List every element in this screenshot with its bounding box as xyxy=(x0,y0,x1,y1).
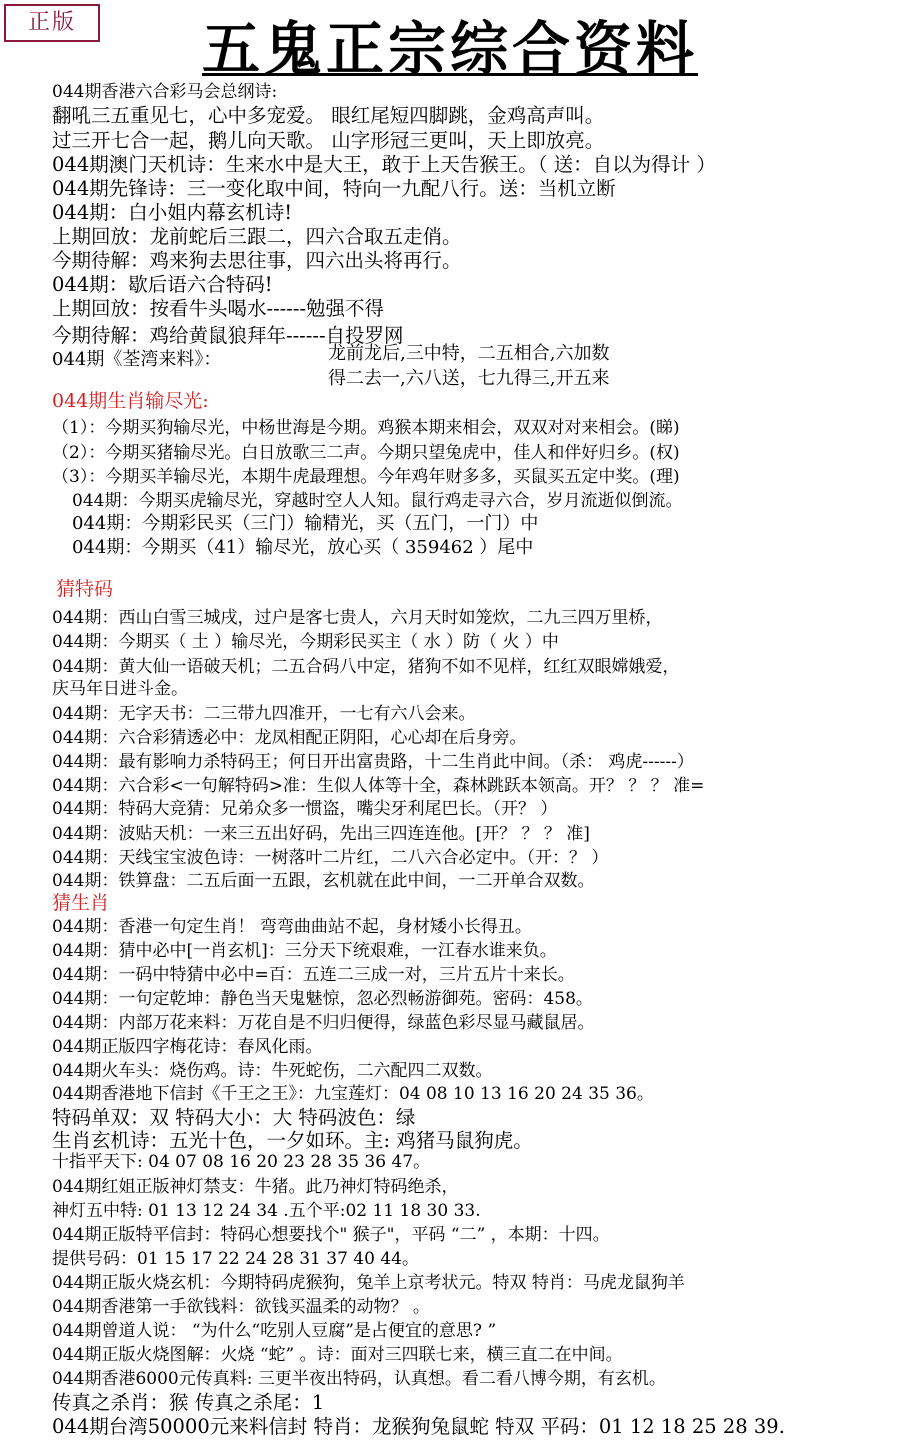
text-line: 044期：内部万花来料：万花自是不归归便得，绿蓝色彩尽显马藏鼠居。 xyxy=(52,1013,595,1033)
text-line: 044期：今期买（ 土 ）输尽光，今期彩民买主（ 水 ）防（ 火 ）中 xyxy=(52,632,559,652)
text-line: 044期：特码大竞猜：兄弟众多一惯盗，嘴尖牙利尾巴长。（开？ ） xyxy=(52,799,558,819)
text-line: 044期：天线宝宝波色诗：一树落叶二片红，二八六合必定中。（开：？ ） xyxy=(52,848,609,868)
text-line: 过三开七合一起，鹅儿向天歌。 山字形冠三更叫，天上即放亮。 xyxy=(52,129,605,152)
text-line: 上期回放：按看牛头喝水------勉强不得 xyxy=(52,297,385,320)
text-line: 044期：今期彩民买（三门）输精光，买（五门，一门）中 xyxy=(72,513,539,534)
text-line: 传真之杀肖：猴 传真之杀尾：1 xyxy=(52,1391,325,1414)
text-line: 044期正版火烧玄机：今期特码虎猴狗，兔羊上京考状元。特双 特肖：马虎龙鼠狗羊 xyxy=(52,1273,685,1293)
text-line: 044期香港6000元传真料: 三更半夜出特码，认真想。看二看八博今期，有玄机。 xyxy=(52,1369,666,1389)
text-line: 044期火车头：烧伤鸡。诗：牛死蛇伤，二六配四二双数。 xyxy=(52,1061,493,1081)
text-line: 今期待解：鸡来狗去思往事，四六出头将再行。 xyxy=(52,249,462,272)
text-line: 翻吼三五重见七，心中多宠爱。 眼红尾短四脚跳，金鸡高声叫。 xyxy=(52,104,605,127)
text-line: 044期：六合彩<一句解特码>准：生似人体等十全，森林跳跃本领高。开？ ？ ？ 准= xyxy=(52,776,705,796)
text-line: （2）：今期买猪输尽光。白日放歌三二声。今期只望兔虎中，佳人和伴好归乡。(权) xyxy=(52,443,680,463)
text-line: 龙前龙后,三中特，二五相合,六加数 xyxy=(328,343,610,364)
text-line: 十指平天下: 04 07 08 16 20 23 28 35 36 47。 xyxy=(52,1152,431,1172)
text-line: 044期：六合彩猜透必中：龙凤相配正阴阳，心心却在后身旁。 xyxy=(52,728,527,748)
text-line: 神灯五中特: 01 13 12 24 34 .五个平:02 11 18 30 33. xyxy=(52,1201,481,1221)
section-heading: 044期生肖输尽光: xyxy=(52,390,209,412)
text-line: 庆马年日进斗金。 xyxy=(52,679,188,699)
text-line: 得二去一,六八送，七九得三,开五来 xyxy=(328,368,610,389)
section-heading: 猜生肖 xyxy=(52,892,110,914)
text-line: 044期先锋诗：三一变化取中间，特向一九配八行。送：当机立断 xyxy=(52,177,616,200)
genuine-badge: 正版 xyxy=(4,4,100,42)
text-line: 特码单双：双 特码大小：大 特码波色：绿 xyxy=(52,1106,416,1129)
text-line: 044期：一码中特猜中必中=百：五连二三成一对，三片五片十来长。 xyxy=(52,965,575,985)
text-line: 生肖玄机诗：五光十色，一夕如环。主: 鸡猪马鼠狗虎。 xyxy=(52,1129,533,1152)
text-line: 044期《荃湾来料》： xyxy=(52,349,222,370)
text-line: 044期曾道人说： “为什么“吃别人豆腐”是占便宜的意思? ” xyxy=(52,1321,497,1341)
text-line: 044期：最有影响力杀特码王；何日开出富贵路，十二生肖此中间。（杀： 鸡虎------） xyxy=(52,752,694,772)
text-line: 044期：西山白雪三城戌，过户是客七贵人，六月天时如笼炊，二九三四万里桥， xyxy=(52,608,663,628)
text-line: 044期：黄大仙一语破天机；二五合码八中定，猪狗不如不见样，红红双眼嫦娥爱， xyxy=(52,657,680,677)
text-line: 044期：今期买虎输尽光，穿越时空人人知。鼠行鸡走寻六合，岁月流逝似倒流。 xyxy=(72,491,683,511)
text-line: 044期香港六合彩马会总纲诗: xyxy=(52,82,278,102)
text-line: （1）：今期买狗输尽光，中杨世海是今期。鸡猴本期来相会，双双对对来相会。(睇) xyxy=(52,418,680,438)
text-line: 044期：一句定乾坤：静色当天鬼魅惊，忽必烈畅游御苑。密码：458。 xyxy=(52,989,593,1009)
text-line: 044期：猜中必中[一肖玄机]：三分天下统艰难，一江春水谁来负。 xyxy=(52,941,557,961)
text-line: 044期正版四字梅花诗：春风化雨。 xyxy=(52,1037,323,1057)
text-line: 044期台湾50000元来料信封 特肖：龙猴狗兔鼠蛇 特双 平码：01 12 18 25 28 39. xyxy=(52,1415,785,1438)
section-heading: 猜特码 xyxy=(56,578,114,600)
text-line: 044期红姐正版神灯禁支：牛猪。此乃神灯特码绝杀， xyxy=(52,1177,459,1197)
text-line: 044期：无字天书：二三带九四准开，一七有六八会来。 xyxy=(52,704,476,724)
text-line: 今期待解：鸡给黄鼠狼拜年------自投罗网 xyxy=(52,324,404,347)
text-line: 044期正版火烧图解：火烧 “蛇” 。诗：面对三四联七来，横三直二在中间。 xyxy=(52,1345,623,1365)
page-title: 五鬼正宗综合资料 xyxy=(201,15,698,83)
text-line: （3）：今期买羊输尽光，本期牛虎最理想。今年鸡年财多多，买鼠买五定中奖。(理) xyxy=(52,467,680,487)
text-line: 提供号码：01 15 17 22 24 28 31 37 40 44。 xyxy=(52,1249,419,1269)
text-line: 044期：歇后语六合特码! xyxy=(52,273,273,296)
text-line: 044期：香港一句定生肖！ 弯弯曲曲站不起，身材矮小长得丑。 xyxy=(52,917,532,937)
text-line: 044期：铁算盘：二五后面一五跟，玄机就在此中间，一二开单合双数。 xyxy=(52,871,595,891)
text-line: 044期澳门天机诗：生来水中是大王，敢于上天告猴王。（ 送：自以为得计 ） xyxy=(52,153,716,176)
text-line: 044期香港地下信封《千王之王》：九宝莲灯：04 08 10 13 16 20 24 35 36。 xyxy=(52,1084,654,1104)
text-line: 上期回放：龙前蛇后三跟二，四六合取五走俏。 xyxy=(52,225,462,248)
text-line: 044期：波贴天机：一来三五出好码，先出三四连连他。[开？ ？ ？ 准] xyxy=(52,824,590,844)
text-line: 044期：今期买（41）输尽光，放心买（ 359462 ）尾中 xyxy=(72,537,534,558)
text-line: 044期：白小姐内幕玄机诗! xyxy=(52,201,293,224)
text-line: 044期正版特平信封：特码心想要找个" 猴子"，平码 “二” ，本期：十四。 xyxy=(52,1225,610,1245)
text-line: 044期香港第一手欲钱料：欲钱买温柔的动物？ 。 xyxy=(52,1297,430,1317)
